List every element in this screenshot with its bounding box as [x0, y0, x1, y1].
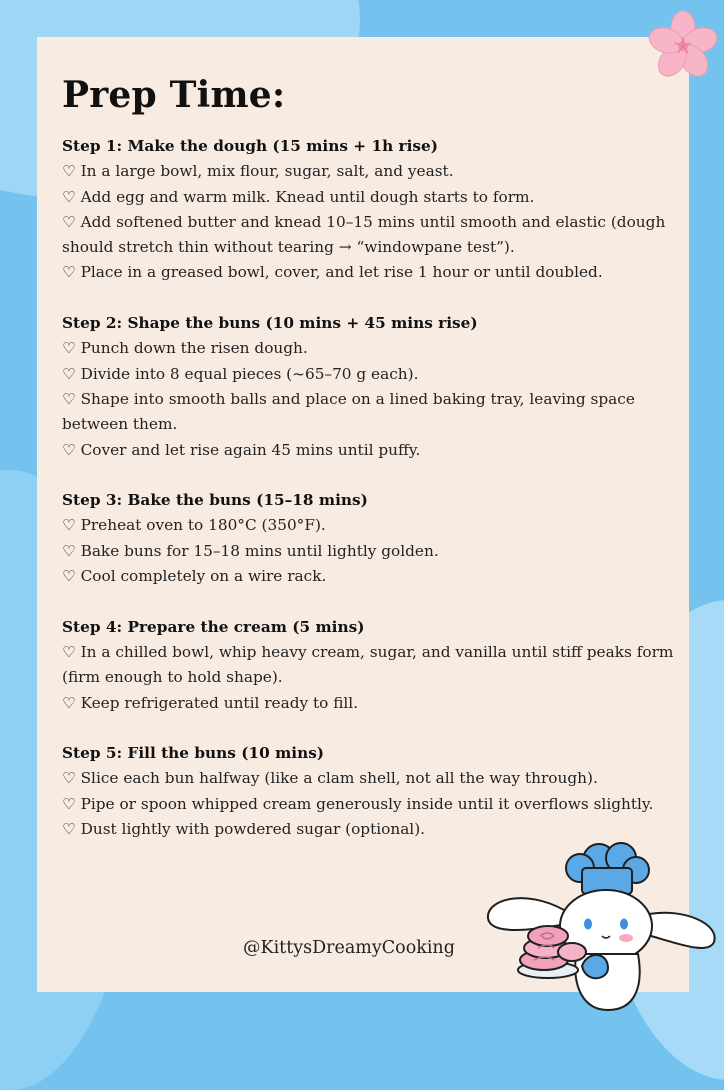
step-line: ♡ Keep refrigerated until ready to fill. [62, 693, 359, 712]
step-5 [62, 741, 674, 842]
step-heading: Step 5: Fill the buns (10 mins) [62, 744, 325, 763]
chef-bunny-mascot-icon [484, 838, 720, 1014]
step-3 [62, 488, 674, 589]
step-line: ♡ Bake buns for 15–18 mins until lightly golden. [62, 541, 439, 560]
page-title: Prep Time: [62, 74, 286, 116]
step-4 [62, 615, 674, 716]
step-heading: Step 1: Make the dough (15 mins + 1h rise) [62, 137, 438, 155]
step-line: ♡ Dust lightly with powdered sugar (optional). [62, 820, 426, 839]
step-line: ♡ Divide into 8 equal pieces (~65–70 g each). [62, 364, 419, 383]
cherry-blossom-icon [648, 8, 718, 84]
step-line: ♡ Cover and let rise again 45 mins until puffy. [62, 440, 421, 459]
step-heading: Step 4: Prepare the cream (5 mins) [62, 617, 365, 636]
step-line: ♡ Add softened butter and knead 10–15 mins until smooth and elastic (dough should stretch thin without tearing → “windowpane test”). [62, 212, 666, 257]
step-heading: Step 2: Shape the buns (10 mins + 45 mins rise) [62, 314, 478, 333]
step-line: ♡ Add egg and warm milk. Knead until dough starts to form. [62, 187, 535, 206]
step-line: ♡ Slice each bun halfway (like a clam shell, not all the way through). [62, 769, 598, 788]
step-line: ♡ Pipe or spoon whipped cream generously inside until it overflows slightly. [62, 794, 654, 813]
steps-list [62, 134, 674, 868]
step-line: ♡ Shape into smooth balls and place on a lined baking tray, leaving space between them. [62, 389, 635, 434]
step-heading: Step 3: Bake the buns (15–18 mins) [62, 491, 368, 510]
author-handle: @KittysDreamyCooking [243, 938, 455, 958]
step-line: ♡ In a large bowl, mix flour, sugar, salt, and yeast. [62, 162, 454, 181]
step-line: ♡ Cool completely on a wire rack. [62, 567, 327, 586]
step-line: ♡ Preheat oven to 180°C (350°F). [62, 516, 326, 535]
step-line: ♡ Place in a greased bowl, cover, and let rise 1 hour or until doubled. [62, 263, 603, 282]
step-2 [62, 311, 674, 463]
step-line: ♡ In a chilled bowl, whip heavy cream, sugar, and vanilla until stiff peaks form (firm enough to hold shape). [62, 642, 674, 687]
step-line: ♡ Punch down the risen dough. [62, 339, 308, 358]
step-1 [62, 134, 674, 286]
